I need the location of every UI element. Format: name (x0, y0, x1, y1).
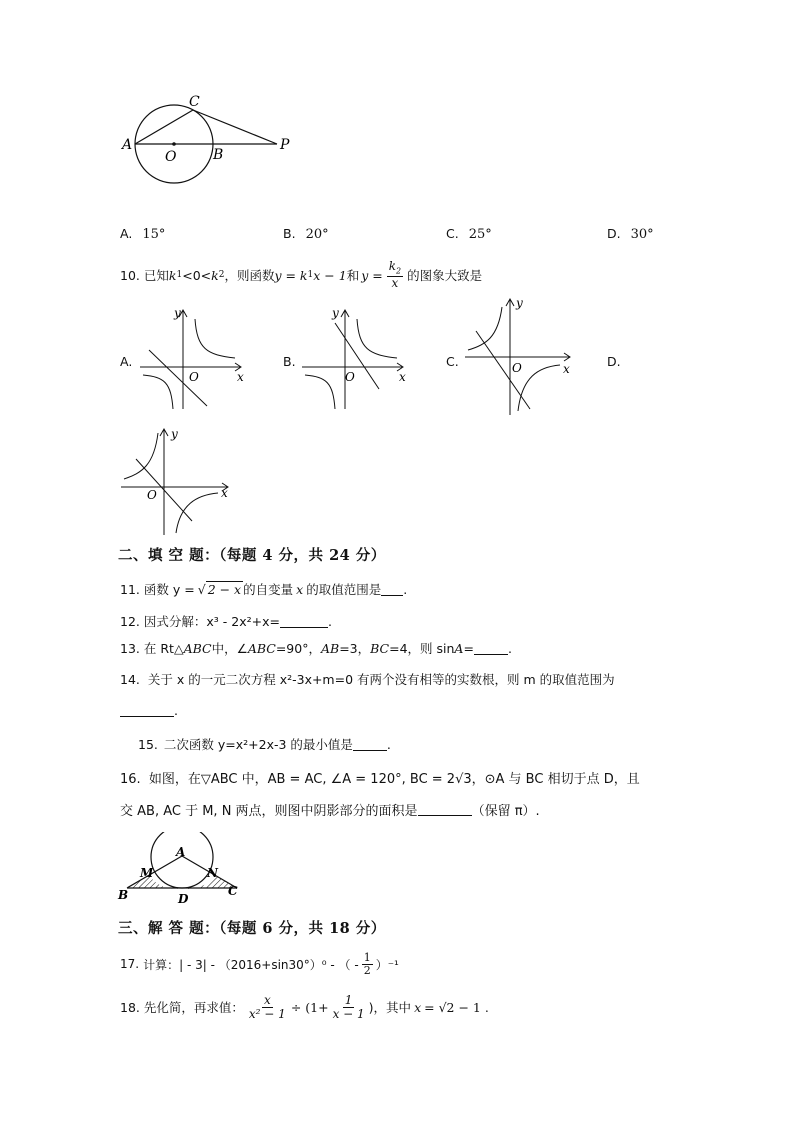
svg-text:O: O (345, 370, 355, 384)
q10-graph-b (297, 305, 417, 415)
q10-graph-c (460, 295, 585, 420)
q10-graph-d (118, 425, 243, 540)
q16-figure (115, 832, 250, 907)
section-2-header: 二、填 空 题：（每题 4 分，共 24 分） (118, 547, 386, 564)
q9-option-a: A. 15° (120, 226, 166, 242)
q16-line1: 16. 如图，在▽ABC 中，AB = AC, ∠A = 120°, BC = 2√3，⊙A 与 BC 相切于点 D，且 (120, 772, 640, 787)
svg-text:M: M (140, 866, 154, 880)
svg-text:O: O (189, 370, 199, 384)
q14-answer-blank: . (120, 703, 178, 718)
q10-option-a: A. (120, 354, 133, 369)
svg-text:y: y (171, 427, 178, 441)
q17: 17. 计算：| - 3| - （2016+sin30°）⁰ - （ - $\frac{1}{2}$ ）⁻¹ (120, 950, 399, 977)
q12: 12. 因式分解：x³ - 2x²+x= . (120, 613, 332, 629)
label-a: A (122, 137, 133, 153)
svg-text:y: y (332, 306, 339, 320)
section-3-header: 三、解 答 题：（每题 6 分，共 18 分） (118, 920, 386, 937)
q16-line2: 交 AB, AC 于 M, N 两点，则图中阴影部分的面积是 （保留 π）. (120, 804, 540, 819)
q9-option-c: C. 25° (446, 226, 492, 242)
q9-option-d: D. 30° (607, 226, 654, 242)
svg-text:x: x (563, 362, 570, 376)
svg-text:x: x (237, 370, 244, 384)
q13: 13. 在 Rt△ ABC 中，∠ ABC =90°， AB =3， BC =4，则 sin A = . (120, 640, 512, 656)
q10-option-c: C. (446, 354, 459, 369)
q10-graph-a (135, 305, 255, 415)
label-o: O (165, 149, 177, 165)
svg-text:x: x (221, 486, 228, 500)
svg-text:N: N (207, 866, 218, 880)
q10-option-b: B. (283, 354, 296, 369)
label-c: C (189, 94, 200, 110)
q18: 18. 先化简，再求值： $\frac{x}{\text{x² − 1}}$ ÷ (1+ $\frac{1}{x - 1}$ )，其中 x = √2 − 1 . (120, 992, 489, 1021)
svg-text:D: D (178, 892, 189, 906)
q14: 14. 关于 x 的一元二次方程 x²-3x+m=0 有两个没有相等的实数根，则 m 的取值范围为 (120, 672, 615, 687)
svg-text:C: C (228, 884, 238, 898)
q11: 11. 函数 y = √ 2 − x 的自变量 x 的取值范围是 . (120, 581, 408, 597)
svg-text:B: B (118, 888, 129, 902)
label-p: P (280, 137, 290, 153)
svg-text:x: x (399, 370, 406, 384)
q10-stem: 10. 已知 k 1 <0< k 2 ，则函数 y = k 1 x − 1 和 y = $\frac{k_2}{x}$ 的图象大致是 (120, 259, 483, 291)
q15: 15. 二次函数 y=x²+2x-3 的最小值是 . (138, 736, 391, 752)
svg-text:y: y (516, 296, 523, 310)
q9-figure (115, 90, 305, 190)
label-b: B (213, 147, 224, 163)
q10-option-d: D. (607, 354, 621, 369)
svg-text:O: O (147, 488, 157, 502)
svg-text:O: O (512, 361, 522, 375)
q9-option-b: B. 20° (283, 226, 329, 242)
svg-text:y: y (174, 306, 181, 320)
svg-text:A: A (176, 845, 186, 859)
